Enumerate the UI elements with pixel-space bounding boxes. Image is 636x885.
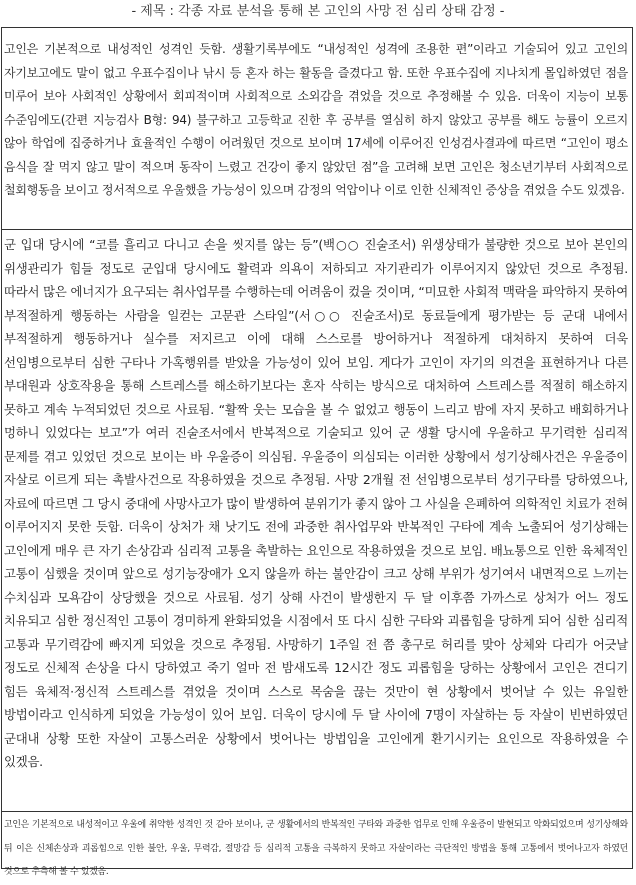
divider	[2, 229, 632, 230]
document-title: - 제목 : 각종 자료 분석을 통해 본 고인의 사망 전 심리 상태 감정 -	[131, 4, 505, 19]
document-body	[1, 27, 633, 877]
paragraph-conclusion: 고인은 기본적으로 내성적이고 우울에 취약한 성격인 것 같아 보이나, 군 생활에서의 반복적인 구타와 과중한 업무로 인해 우울증이 발현되고 악화되었으며 성기상해와 뒤 이은 신체손상과 괴롭힘으로 인한 불안, 우울, 무력감, 절망감 등 심리적 고통을 극복하지 못하고 자살이라는 극단적인 방법을 통해 고통에서 벗어나고자 하였던 것으로 추측해 볼 수 있겠음.	[4, 820, 628, 877]
paragraph-personality: 고인은 기본적으로 내성적인 성격인 듯함. 생활기록부에도 “내성적인 성격에 조용한 편”이라고 기술되어 있고 고인의 자기보고에도 말이 없고 우표수집이나 낚시 등 혼자 하는 활동을 즐겼다고 함. 또한 우표수집에 지나치게 몰입하였던 점을 미루어 보아 사회적인 상황에서 회피적이며 사회적으로 소외감을 겪었을 것으로 추정해볼 수 있음. 더욱이 지능이 보통 수준임에도(간편 지능검사 B형: 94) 불구하고 고등학교 진한 후 공부를 열심히 하지 않았고 공부를 해도 능률이 오르지 않아 학업에 집중하거나 효율적인 수행이 어려웠던 것으로 보이며 17세에 이루어진 인성검사결과에 따르면 “고인이 평소 음식을 잘 먹지 않고 말이 적으며 동작이 느렸고 건강이 좋지 않았던 점”을 고려해 보면 고인은 청소년기부터 사회적으로 철회행동을 보이고 정서적으로 우울했을 가능성이 있으며 감정의 억압이나 이로 인한 신체적인 증상을 겪었을 수도 있겠음.	[4, 42, 628, 197]
paragraph-military-life: 군 입대 당시에 “코를 흘리고 다니고 손을 씻지를 않는 등”(백○○ 진술조서) 위생상태가 불량한 것으로 보아 본인의 위생관리가 힘들 정도로 군입대 당시에도 활력과 의욕이 저하되고 자기관리가 이루어지지 않았던 것으로 추정됨. 따라서 많은 에너지가 요구되는 취사업무를 수행하는데 어려움이 컸을 것이며, “미묘한 사회적 맥락을 파악하지 못하여 부적절하게 행동하는 사람을 일컫는 고문관 스타일”(서○○ 진술조서)로 동료들에게 평가받는 등 군대 내에서 부적절하게 행동하거나 실수를 저지르고 이에 대해 스스로를 방어하거나 적절하게 대처하지 못하여 더욱 선임병으로부터 심한 구타나 가혹행위를 받았을 가능성이 있어 보임. 게다가 고인이 자기의 의견을 표현하거나 다른 부대원과 상호작용을 통해 스트레스를 해소하기보다는 혼자 삭히는 방식으로 대처하여 스트레스를 적절히 해소하지 못하고 계속 누적되었던 것으로 사료됨. “활짝 웃는 모습을 볼 수 없었고 행동이 느리고 밤에 자지 못하고 배회하거나 멍하니 있었다는 보고”가 여러 진술조서에서 반복적으로 기술되고 있어 군 생활 당시에 우울하고 무기력한 심리적 문제를 겪고 있었던 것으로 보이는 바 우울증이 의심됨. 우울증이 의심되는 이러한 상황에서 성기상해사건은 우울증이 자살로 이르게 되는 촉발사건으로 작용하였을 것으로 추정됨. 사망 2개월 전 선임병으로부터 성기구타를 당하였으나, 자료에 따르면 그 당시 중대에 사망사고가 많이 발생하여 분위기가 좋지 않아 그 사실을 은폐하여 의학적인 치료가 전혀 이루어지지 못한 듯함. 더욱이 상처가 채 낫기도 전에 과중한 취사업무와 반복적인 구타에 계속 노출되어 성기상해는 고인에게 매우 큰 자기 손상감과 심리적 고통을 촉발하는 요인으로 작용하였을 것으로 보임. 배뇨통으로 인한 육체적인 고통이 심했을 것이며 앞으로 성기능장애가 오지 않을까 하는 불안감이 크고 상해 부위가 성기여서 내면적으로 느끼는 수치심과 모욕감이 상당했을 것으로 사료됨. 성기 상해 사건이 발생한지 두 달 이후쯤 가까스로 상처가 어느 정도 치유되고 심한 정신적인 고통이 경미하게 완화되었을 시점에서 또 다시 심한 구타와 괴롭힘을 당하게 되어 심한 심리적 고통과 무기력감에 빠지게 되었을 것으로 추정됨. 사망하기 1주일 전 쯤 총구로 허리를 맞아 상체와 다리가 어긋날 정도로 신체적 손상을 다시 당하였고 죽기 얼마 전 밤새도록 12시간 정도 괴롭힘을 당하는 상황에서 고인은 견디기 힘든 육체적·정신적 스트레스를 겪었을 것이며 스스로 목숨을 끊는 것만이 현 상황에서 벗어날 수 있는 유일한 방법이라고 인식하게 되었을 가능성이 있어 보임. 더욱이 당시에 두 달 사이에 7명이 자살하는 등 자살이 빈번하였던 군대내 상황 또한 자살이 고통스러운 상황에서 벗어나는 방법임을 고인에게 환기시키는 요인으로 작용하였을 수 있겠음.	[4, 237, 628, 769]
divider	[2, 811, 632, 812]
